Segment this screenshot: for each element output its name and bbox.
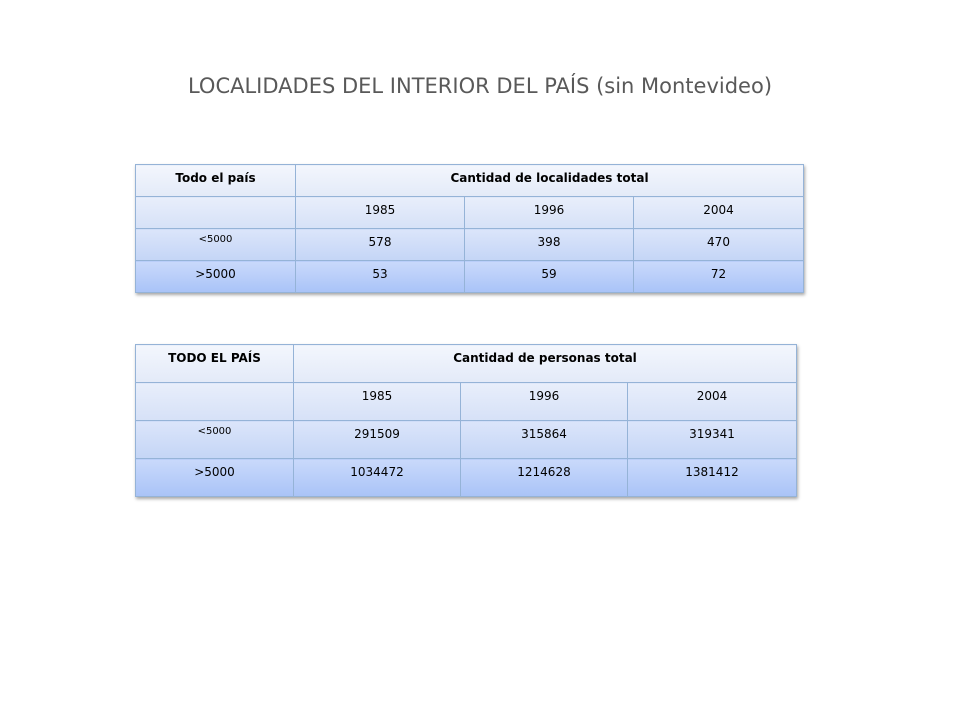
- table-corner-cell: TODO EL PAÍS: [136, 345, 294, 383]
- value-cell: 1381412: [628, 459, 797, 497]
- year-cell: 1985: [296, 197, 465, 229]
- value-cell: 53: [296, 261, 465, 293]
- value-cell: 1214628: [461, 459, 628, 497]
- row-label-cell: <5000: [136, 421, 294, 459]
- empty-cell: [136, 383, 294, 421]
- value-cell: 59: [465, 261, 634, 293]
- value-cell: 291509: [294, 421, 461, 459]
- personas-table: [135, 344, 797, 497]
- value-cell: 72: [634, 261, 804, 293]
- value-cell: 578: [296, 229, 465, 261]
- year-cell: 1996: [461, 383, 628, 421]
- slide-title: LOCALIDADES DEL INTERIOR DEL PAÍS (sin Montevideo): [187, 74, 773, 98]
- empty-cell: [136, 197, 296, 229]
- row-label-cell: >5000: [136, 261, 296, 293]
- year-cell: 1985: [294, 383, 461, 421]
- year-cell: 1996: [465, 197, 634, 229]
- year-cell: 2004: [634, 197, 804, 229]
- table-corner-cell: Todo el país: [136, 165, 296, 197]
- table-header-cell: Cantidad de personas total: [294, 345, 797, 383]
- row-label-cell: <5000: [136, 229, 296, 261]
- row-label-cell: >5000: [136, 459, 294, 497]
- value-cell: 1034472: [294, 459, 461, 497]
- localidades-table: [135, 164, 804, 293]
- value-cell: 398: [465, 229, 634, 261]
- year-cell: 2004: [628, 383, 797, 421]
- value-cell: 315864: [461, 421, 628, 459]
- value-cell: 319341: [628, 421, 797, 459]
- value-cell: 470: [634, 229, 804, 261]
- table-header-cell: Cantidad de localidades total: [296, 165, 804, 197]
